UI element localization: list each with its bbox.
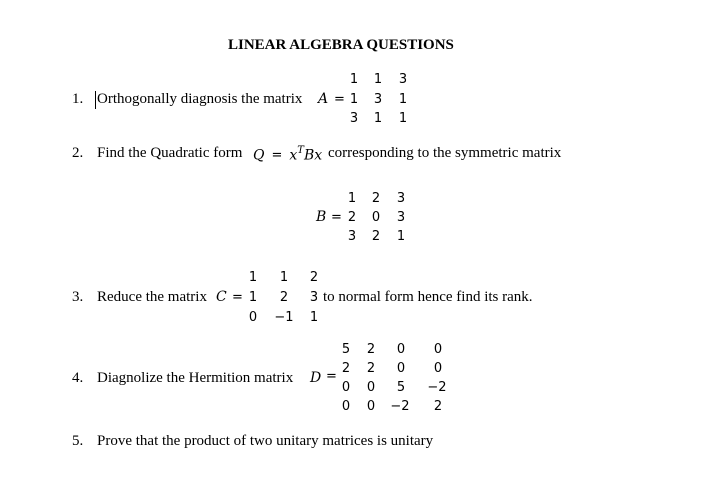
matrix-cell: 1 <box>396 229 406 244</box>
matrix-cell: 0 <box>396 361 406 376</box>
question-number: 3. <box>72 289 84 305</box>
matrix-variable: C <box>216 289 227 305</box>
document-title: LINEAR ALGEBRA QUESTIONS <box>228 37 454 53</box>
matrix-cell: 1 <box>398 111 408 126</box>
matrix-cell: 3 <box>396 210 406 225</box>
question-number: 4. <box>72 370 84 386</box>
question-number: 1. <box>72 91 84 107</box>
matrix-cell: −1 <box>274 310 294 325</box>
matrix-cell: 1 <box>373 111 383 126</box>
equals-sign: = <box>331 210 342 225</box>
matrix-cell: 3 <box>347 229 357 244</box>
matrix-cell: 1 <box>373 72 383 87</box>
equals-sign: = <box>232 290 243 305</box>
matrix-cell: 2 <box>309 270 319 285</box>
matrix-cell: 2 <box>366 342 376 357</box>
matrix-cell: 1 <box>279 270 289 285</box>
matrix-cell: 1 <box>398 92 408 107</box>
question-number: 5. <box>72 433 84 449</box>
matrix-cell: 3 <box>398 72 408 87</box>
question-text: Diagnolize the Hermition matrix <box>97 370 294 386</box>
matrix-cell: 0 <box>396 342 406 357</box>
matrix-cell: 0 <box>248 310 258 325</box>
matrix-cell: 2 <box>366 361 376 376</box>
matrix-cell: 5 <box>341 342 351 357</box>
question-text: Prove that the product of two unitary matrices is unitary <box>97 433 434 449</box>
matrix-cell: 2 <box>279 290 289 305</box>
matrix-cell: 3 <box>396 191 406 206</box>
question-text: Orthogonally diagnosis the matrix <box>97 91 303 107</box>
matrix-cell: 2 <box>371 229 381 244</box>
matrix-cell: 0 <box>366 380 376 395</box>
matrix-variable: A <box>318 91 329 107</box>
matrix-cell: 3 <box>349 111 359 126</box>
matrix-cell: 3 <box>309 290 319 305</box>
matrix-cell: 2 <box>433 399 443 414</box>
text-cursor <box>95 91 96 109</box>
matrix-cell: 1 <box>349 92 359 107</box>
equals-sign: = <box>326 369 337 384</box>
matrix-cell: 0 <box>366 399 376 414</box>
matrix-cell: 2 <box>341 361 351 376</box>
quadratic-formula <box>253 145 322 164</box>
matrix-cell: −2 <box>390 399 410 414</box>
matrix-cell: 5 <box>396 380 406 395</box>
matrix-cell: 0 <box>433 361 443 376</box>
matrix-cell: −2 <box>427 380 447 395</box>
matrix-cell: 2 <box>347 210 357 225</box>
question-text: Find the Quadratic form <box>97 145 243 161</box>
matrix-cell: 3 <box>373 92 383 107</box>
formula-bx: Bx <box>303 147 323 164</box>
matrix-cell: 1 <box>248 290 258 305</box>
question-number: 2. <box>72 145 84 161</box>
matrix-cell: 1 <box>347 191 357 206</box>
question-text: Reduce the matrix <box>97 289 207 305</box>
formula-equals: = <box>271 148 283 164</box>
matrix-cell: 1 <box>349 72 359 87</box>
matrix-cell: 1 <box>309 310 319 325</box>
matrix-cell: 1 <box>248 270 258 285</box>
matrix-cell: 0 <box>371 210 381 225</box>
matrix-variable: B <box>316 209 327 225</box>
matrix-cell: 0 <box>341 399 351 414</box>
equals-sign: = <box>334 92 345 107</box>
matrix-cell: 0 <box>341 380 351 395</box>
formula-q: Q <box>253 147 265 164</box>
matrix-cell: 2 <box>371 191 381 206</box>
formula-transpose: T <box>297 145 304 156</box>
question-text-continued: corresponding to the symmetric matrix <box>328 145 562 161</box>
matrix-variable: D <box>310 370 322 386</box>
question-text-continued: to normal form hence find its rank. <box>323 289 533 305</box>
formula-x: x <box>289 147 298 164</box>
matrix-cell: 0 <box>433 342 443 357</box>
